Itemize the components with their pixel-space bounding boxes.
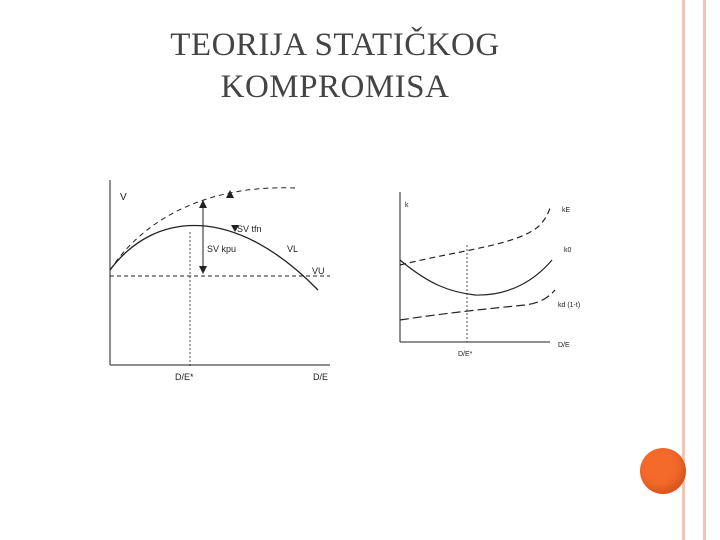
- right-chart: [400, 192, 555, 342]
- left-y-label: V: [120, 192, 127, 203]
- arrow-head-up: [199, 200, 207, 208]
- label-k0: k0: [564, 247, 572, 254]
- label-sv-kpu: SV kpu: [207, 244, 237, 254]
- label-de-star-left: D/E*: [175, 372, 194, 382]
- arrow-head-top: [226, 190, 234, 198]
- label-de-star-right: D/E*: [458, 351, 473, 358]
- tradeoff-diagram: [100, 170, 610, 390]
- label-vu: VU: [312, 266, 325, 276]
- label-de-right: D/E: [558, 342, 570, 349]
- decorative-circle: [640, 448, 686, 494]
- label-kd: kd (1-t): [558, 302, 581, 309]
- equity-cost-curve: [400, 208, 550, 265]
- label-sv-tfn: SV tfn: [237, 224, 262, 234]
- wacc-curve: [400, 260, 552, 295]
- right-y-label: k: [405, 202, 409, 209]
- label-vl: VL: [287, 244, 299, 254]
- label-de-left: D/E: [313, 372, 329, 382]
- title-line-1: TEORIJA STATIČKOG: [170, 27, 500, 63]
- decorative-border: [682, 0, 706, 540]
- arrow-head-low: [199, 266, 207, 274]
- left-chart: [110, 180, 330, 368]
- title-line-2: KOMPROMISA: [220, 69, 450, 105]
- slide-title: [100, 24, 570, 108]
- label-ke: kE: [562, 207, 571, 214]
